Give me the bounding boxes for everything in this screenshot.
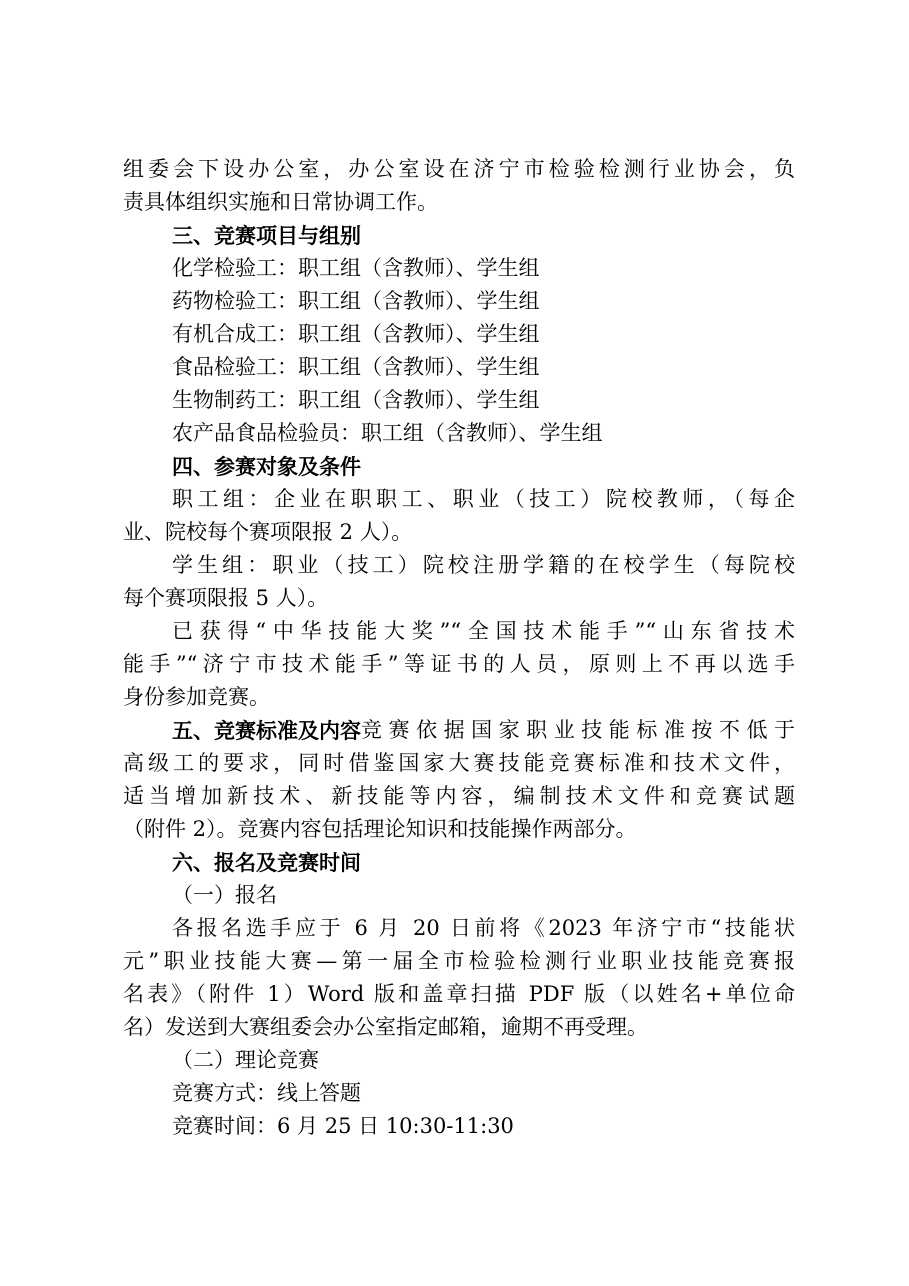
text-line: 适当增加新技术、新技能等内容，编制技术文件和竞赛试题: [123, 784, 795, 808]
paragraph-registration-line-4: [0, 1011, 909, 1044]
paragraph-registration-line-2: [0, 945, 909, 978]
text-line: 名表》（附件 1）Word 版和盖章扫描 PDF 版（以姓名+单位命: [123, 982, 795, 1006]
text-line: 身份参加竞赛。: [123, 685, 270, 709]
paragraph-staff-line-2: [0, 516, 909, 549]
heading-text: 六、报名及竞赛时间: [172, 850, 361, 875]
text-line: 高级工的要求，同时借鉴国家大赛技能竞赛标准和技术文件，: [123, 751, 795, 775]
text-line: 责具体组织实施和日常协调工作。: [123, 190, 438, 214]
paragraph-standard-line-3: [0, 780, 909, 813]
text-line: 每个赛项限报 5 人）。: [123, 586, 329, 610]
paragraph-committee-line-1: [0, 153, 909, 186]
paragraph-award-line-3: [0, 681, 909, 714]
paragraph-award-line-2: [0, 648, 909, 681]
heading-line: [172, 714, 795, 747]
text-line: 有机合成工：职工组（含教师）、学生组: [172, 322, 540, 346]
section-heading-6: [0, 846, 909, 879]
paragraph-registration-line-3: [0, 978, 909, 1011]
text-line: 学生组：职业（技工）院校注册学籍的在校学生（每院校: [172, 553, 795, 577]
list-item: [0, 351, 909, 384]
text-line: 竞赛方式：线上答题: [172, 1081, 361, 1105]
section-heading-4: [0, 450, 909, 483]
subheading-registration: [0, 879, 909, 912]
text-line: （附件 2）。竞赛内容包括理论知识和技能操作两部分。: [123, 817, 637, 841]
text-line: 能手”“济宁市技术能手”等证书的人员，原则上不再以选手: [123, 652, 795, 676]
paragraph-standard-line-2: [0, 747, 909, 780]
section-heading-5: [0, 714, 909, 747]
section-heading-3: [0, 219, 909, 252]
theory-time: [0, 1110, 909, 1143]
text-line: 业、院校每个赛项限报 2 人）。: [123, 520, 413, 544]
paragraph-student-line-2: [0, 582, 909, 615]
theory-method: [0, 1077, 909, 1110]
list-item: [0, 384, 909, 417]
subheading-theory: [0, 1044, 909, 1077]
text-line: 职工组：企业在职职工、职业（技工）院校教师，（每企: [172, 487, 795, 511]
paragraph-staff-line-1: [0, 483, 909, 516]
list-item: [0, 285, 909, 318]
text-line: （一）报名: [172, 883, 277, 907]
heading-text: 三、竞赛项目与组别: [172, 223, 361, 248]
heading-text: 四、参赛对象及条件: [172, 454, 361, 479]
text-line: 元”职业技能大赛—第一届全市检验检测行业职业技能竞赛报: [123, 949, 795, 973]
heading-text: 五、竞赛标准及内容: [172, 718, 361, 743]
text-line: 农产品食品检验员：职工组（含教师）、学生组: [172, 421, 603, 445]
paragraph-committee-line-2: [0, 186, 909, 219]
text-line: 名）发送到大赛组委会办公室指定邮箱，逾期不再受理。: [123, 1015, 648, 1039]
text-line: 各报名选手应于 6 月 20 日前将《2023 年济宁市“技能状: [172, 916, 795, 940]
text-line: 化学检验工：职工组（含教师）、学生组: [172, 256, 540, 280]
text-line: 竞赛依据国家职业技能标准按不低于: [361, 718, 795, 742]
list-item: [0, 252, 909, 285]
list-item: [0, 318, 909, 351]
list-item: [0, 417, 909, 450]
paragraph-standard-line-4: [0, 813, 909, 846]
text-line: 生物制药工：职工组（含教师）、学生组: [172, 388, 540, 412]
text-line: （二）理论竞赛: [172, 1048, 319, 1072]
text-line: 食品检验工：职工组（含教师）、学生组: [172, 355, 540, 379]
paragraph-registration-line-1: [0, 912, 909, 945]
text-line: 组委会下设办公室，办公室设在济宁市检验检测行业协会，负: [123, 157, 795, 181]
paragraph-student-line-1: [0, 549, 909, 582]
paragraph-award-line-1: [0, 615, 909, 648]
text-line: 已获得“中华技能大奖”“全国技术能手”“山东省技术: [172, 619, 795, 643]
text-line: 药物检验工：职工组（含教师）、学生组: [172, 289, 540, 313]
text-line: 竞赛时间：6 月 25 日 10:30-11:30: [172, 1114, 514, 1138]
